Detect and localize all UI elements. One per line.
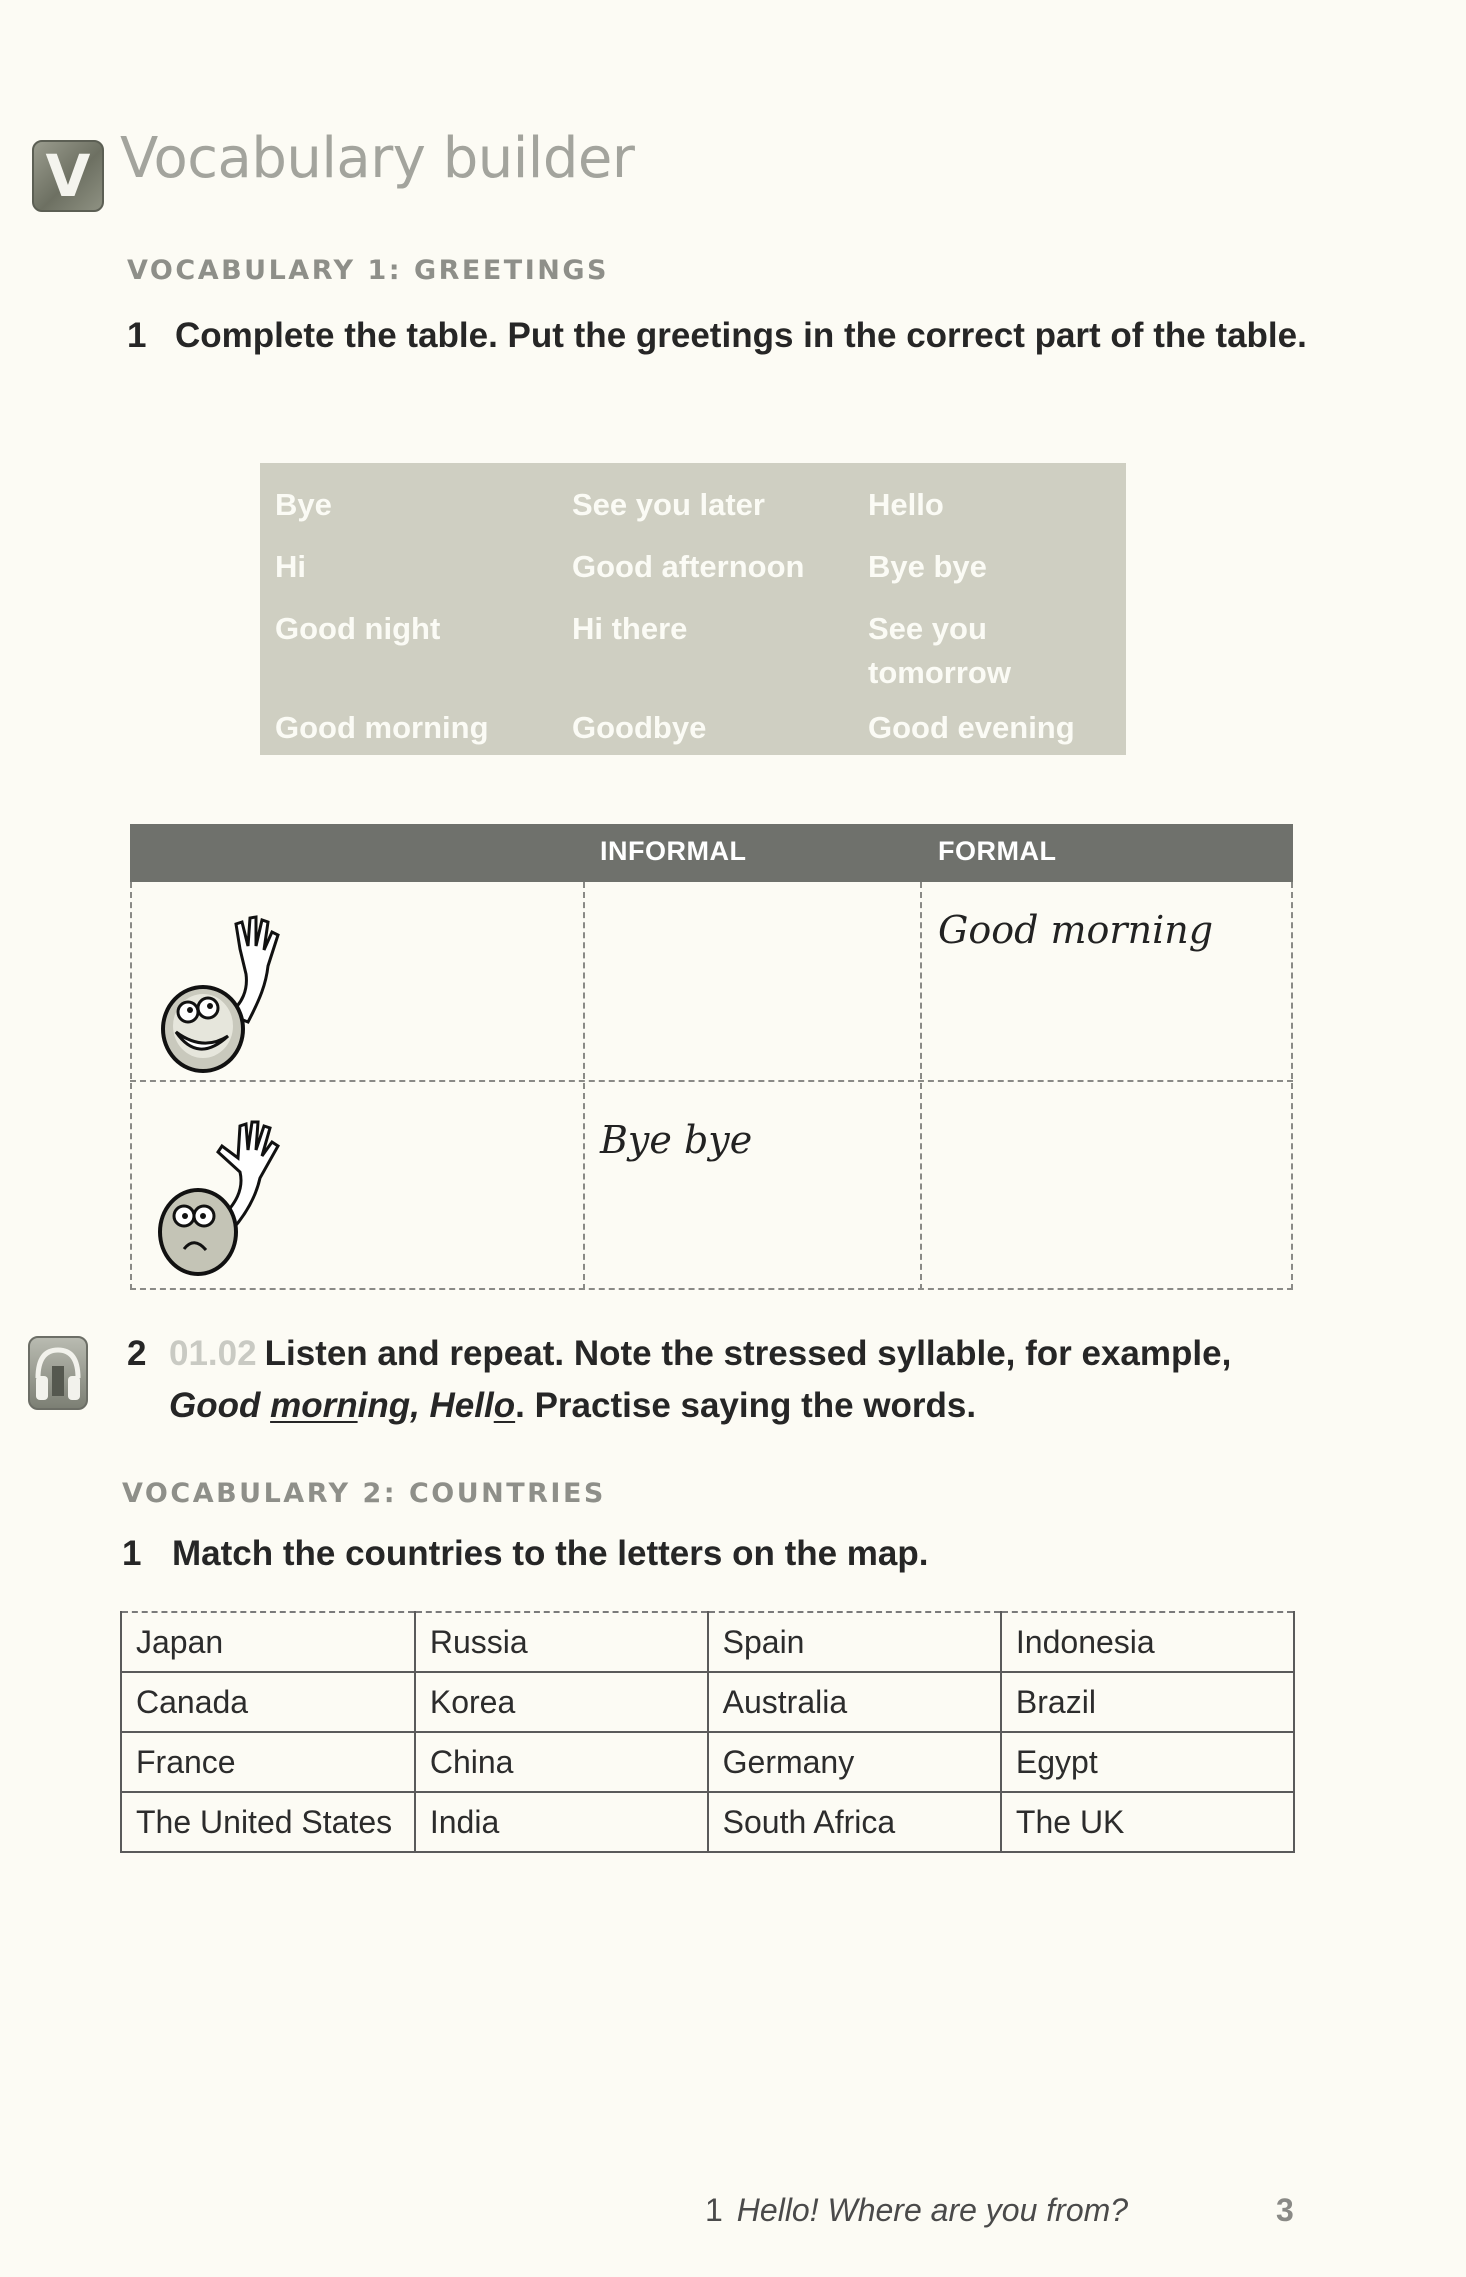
exercise-number: 1 bbox=[127, 316, 147, 355]
word-item: Good night bbox=[275, 611, 441, 646]
word-item: Hello bbox=[868, 487, 944, 522]
instruction-text: . Practise saying the words. bbox=[515, 1386, 977, 1425]
page-footer bbox=[705, 2192, 1128, 2229]
exercise-text: Match the countries to the letters on the map. bbox=[172, 1534, 929, 1573]
stressed-syllable: o bbox=[493, 1386, 516, 1425]
headphones-icon bbox=[28, 1336, 88, 1410]
table-row bbox=[121, 1732, 1294, 1792]
word-item: Good morning bbox=[275, 710, 489, 745]
smiling-waving-face-icon bbox=[148, 904, 298, 1074]
country-cell: The United States bbox=[121, 1792, 415, 1852]
country-cell: The UK bbox=[1001, 1792, 1294, 1852]
country-cell: France bbox=[121, 1732, 415, 1792]
country-cell: Egypt bbox=[1001, 1732, 1294, 1792]
page-title: Vocabulary builder bbox=[120, 126, 635, 191]
country-cell: Canada bbox=[121, 1672, 415, 1732]
column-header-formal: FORMAL bbox=[938, 836, 1057, 866]
word-item: Bye bye bbox=[868, 549, 987, 584]
greetings-table-header bbox=[130, 824, 1293, 882]
example-good-morning: Good morning, Hello bbox=[169, 1386, 516, 1425]
exercise-text: Complete the table. Put the greetings in the correct part of the table. bbox=[175, 316, 1307, 355]
sad-waving-face-icon bbox=[148, 1104, 298, 1279]
greetings-word-box bbox=[260, 463, 1126, 755]
country-cell: South Africa bbox=[708, 1792, 1001, 1852]
informal-answer-bye-bye: Bye bye bbox=[600, 1118, 753, 1162]
column-header-informal: INFORMAL bbox=[600, 836, 747, 866]
country-cell: Korea bbox=[415, 1672, 708, 1732]
word-item: Good afternoon bbox=[572, 549, 805, 584]
table-row bbox=[121, 1612, 1294, 1672]
exercise-countries-instruction bbox=[122, 1528, 1302, 1580]
page-number: 3 bbox=[1276, 2192, 1294, 2228]
formal-answer-good-morning: Good morning bbox=[938, 908, 1214, 952]
country-cell: Australia bbox=[708, 1672, 1001, 1732]
table-row bbox=[121, 1672, 1294, 1732]
country-cell: Japan bbox=[121, 1612, 415, 1672]
vocabulary-v-icon bbox=[32, 140, 104, 212]
word-item: Hi there bbox=[572, 611, 688, 646]
exercise-2-instruction bbox=[127, 1328, 1307, 1432]
v-icon-letter: V bbox=[45, 142, 91, 210]
word-item: See you later bbox=[572, 487, 765, 522]
country-cell: China bbox=[415, 1732, 708, 1792]
audio-track-number[interactable]: 01.02 bbox=[169, 1334, 257, 1373]
country-cell: Indonesia bbox=[1001, 1612, 1294, 1672]
word-item: Bye bbox=[275, 487, 332, 522]
stressed-syllable: morn bbox=[270, 1386, 358, 1425]
table-row bbox=[121, 1792, 1294, 1852]
word-item: Hi bbox=[275, 549, 306, 584]
exercise-1-instruction bbox=[127, 310, 1307, 362]
word-item: Good evening bbox=[868, 710, 1075, 745]
instruction-text: Listen and repeat. Note the stressed syllable, for example, bbox=[264, 1334, 1232, 1373]
unit-title: Hello! Where are you from? bbox=[736, 2192, 1129, 2228]
word-item: See you tomorrow bbox=[868, 611, 1011, 690]
unit-number: 1 bbox=[705, 2192, 723, 2228]
country-cell: India bbox=[415, 1792, 708, 1852]
section-heading-countries: VOCABULARY 2: COUNTRIES bbox=[122, 1478, 606, 1509]
country-cell: Germany bbox=[708, 1732, 1001, 1792]
section-heading-greetings: VOCABULARY 1: GREETINGS bbox=[127, 255, 609, 286]
exercise-number: 2 bbox=[127, 1334, 147, 1373]
country-cell: Russia bbox=[415, 1612, 708, 1672]
exercise-number: 1 bbox=[122, 1534, 142, 1573]
countries-table bbox=[120, 1611, 1295, 1853]
word-item: Goodbye bbox=[572, 710, 707, 745]
country-cell: Brazil bbox=[1001, 1672, 1294, 1732]
country-cell: Spain bbox=[708, 1612, 1001, 1672]
greetings-table bbox=[130, 824, 1293, 1290]
